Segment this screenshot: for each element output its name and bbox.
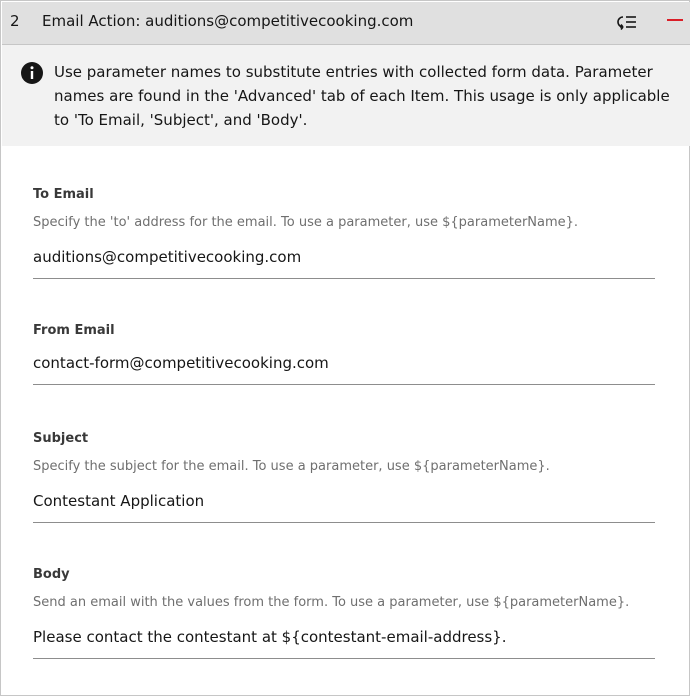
subject-field-group: [33, 429, 657, 523]
to-email-label: To Email: [33, 187, 94, 202]
action-title: Email Action: auditions@competitivecooking.com: [42, 12, 414, 30]
reorder-list-icon[interactable]: [614, 12, 640, 34]
to-email-helper: Specify the 'to' address for the email. To use a parameter, use ${parameterName}.: [33, 215, 579, 230]
info-icon: [20, 61, 44, 85]
to-email-field-group: [33, 185, 657, 279]
action-index: 2: [10, 12, 20, 30]
from-email-input[interactable]: [33, 349, 655, 385]
to-email-input[interactable]: [33, 243, 655, 279]
info-notification: [2, 45, 690, 146]
body-input[interactable]: [33, 623, 655, 659]
subject-input[interactable]: [33, 487, 655, 523]
from-email-field-group: [33, 321, 657, 385]
subject-label: Subject: [33, 431, 89, 446]
body-label: Body: [33, 567, 70, 582]
action-header[interactable]: [2, 2, 690, 45]
body-field-group: [33, 565, 657, 659]
subject-helper: Specify the subject for the email. To use a parameter, use ${parameterName}.: [33, 459, 550, 474]
body-helper: Send an email with the values from the form. To use a parameter, use ${parameterName}.: [33, 595, 630, 610]
minus-icon[interactable]: [662, 12, 688, 34]
from-email-label: From Email: [33, 323, 115, 338]
notification-text: Use parameter names to substitute entries with collected form data. Parameter names are found in the 'Advanced' tab of each Item. This usage is only applicable to 'To Email, 'Subject', and 'Body'.: [54, 63, 670, 129]
